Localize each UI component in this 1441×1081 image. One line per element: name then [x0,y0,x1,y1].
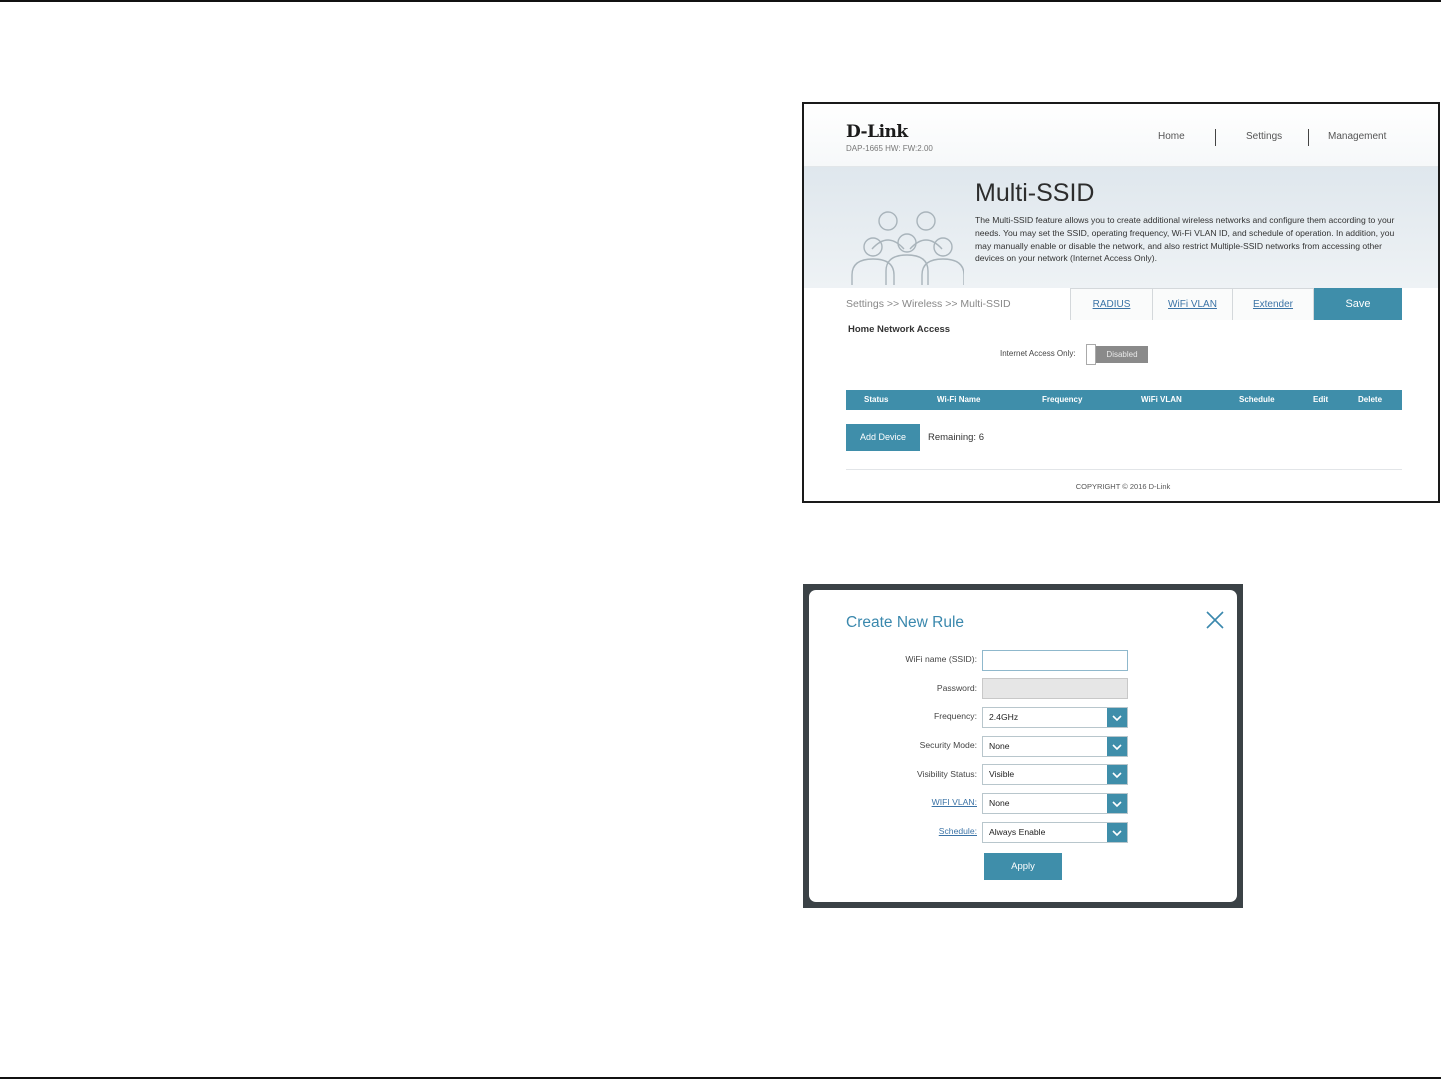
schedule-label[interactable] [809,826,977,836]
app-header [804,104,1438,166]
column-status: Status [864,395,889,404]
column-edit: Edit [1313,395,1329,404]
frequency-value: 2.4GHz [989,712,1019,722]
internet-access-label: Internet Access Only: [1000,349,1076,358]
toggle-state: Disabled [1096,346,1148,363]
visibility-value: Visible [989,769,1015,779]
copyright: COPYRIGHT © 2016 D-Link [1075,482,1171,491]
multi-ssid-screenshot [802,102,1440,503]
page-description: The Multi-SSID feature allows you to create additional wireless networks and configure them according to your needs. You may set the SSID, operating frequency, Wi-Fi VLAN ID, and schedule of operation. In addition, you may manually enable or disable the network, and also restrict Multiple-SSID networks from accessing other devices on your network (Internet Access Only). [975,215,1395,264]
wifi-vlan-label[interactable] [809,797,977,807]
apply-button[interactable]: Apply [984,853,1062,880]
dialog-title: Create New Rule [846,614,965,631]
remaining-count: Remaining: 6 [928,432,984,443]
schedule-select[interactable] [982,822,1128,843]
internet-access-toggle[interactable] [1086,344,1148,365]
visibility-label: Visibility Status: [916,769,977,779]
page-top-rule [0,0,1441,2]
security-mode-value: None [989,741,1010,751]
chevron-down-icon[interactable] [1107,823,1127,842]
nav-divider [1215,129,1216,146]
nav-divider [1308,129,1309,146]
column-delete: Delete [1358,395,1383,404]
security-mode-label: Security Mode: [919,740,977,750]
ssid-table-header [846,390,1402,410]
create-rule-screenshot [803,584,1243,908]
column-frequency: Frequency [1042,395,1083,404]
ssid-label: WiFi name (SSID): [905,654,977,664]
chevron-down-icon[interactable] [1107,737,1127,756]
page-bottom-rule [0,1077,1441,1079]
visibility-select[interactable] [982,764,1128,785]
wifi-vlan-select[interactable] [982,793,1128,814]
dlink-logo: D-Link [846,122,908,142]
schedule-link[interactable]: Schedule: [938,826,977,836]
footer-divider [846,469,1402,470]
wifi-vlan-value: None [989,798,1010,808]
page-banner [804,166,1438,288]
column-wifi-name: Wi-Fi Name [937,395,981,404]
column-schedule: Schedule [1239,395,1275,404]
section-title: Home Network Access [848,324,951,335]
tab-wifi-vlan[interactable]: WiFi VLAN [1152,288,1232,320]
chevron-down-icon[interactable] [1107,708,1127,727]
nav-settings[interactable]: Settings [1246,131,1283,142]
close-icon[interactable] [1205,610,1225,630]
save-button[interactable]: Save [1314,288,1402,320]
schedule-value: Always Enable [989,827,1046,837]
tab-radius[interactable]: RADIUS [1070,288,1152,320]
security-mode-select[interactable] [982,736,1128,757]
create-rule-dialog [809,590,1237,902]
wifi-vlan-link[interactable]: WIFI VLAN: [931,797,977,807]
column-wifi-vlan: WiFi VLAN [1141,395,1182,404]
tab-extender[interactable]: Extender [1232,288,1314,320]
model-info: DAP-1665 HW: FW:2.00 [846,144,933,153]
frequency-label: Frequency: [934,711,977,721]
toggle-knob[interactable] [1086,344,1096,365]
breadcrumb: Settings >> Wireless >> Multi-SSID [846,298,1011,310]
page-title: Multi-SSID [975,179,1095,207]
chevron-down-icon[interactable] [1107,794,1127,813]
chevron-down-icon[interactable] [1107,765,1127,784]
nav-home[interactable]: Home [1158,131,1185,142]
users-group-icon [844,205,964,285]
frequency-select[interactable] [982,707,1128,728]
add-device-button[interactable]: Add Device [846,424,920,451]
password-label: Password: [936,683,977,693]
ssid-input[interactable] [982,650,1128,671]
password-input[interactable] [982,678,1128,699]
nav-management[interactable]: Management [1328,131,1387,142]
